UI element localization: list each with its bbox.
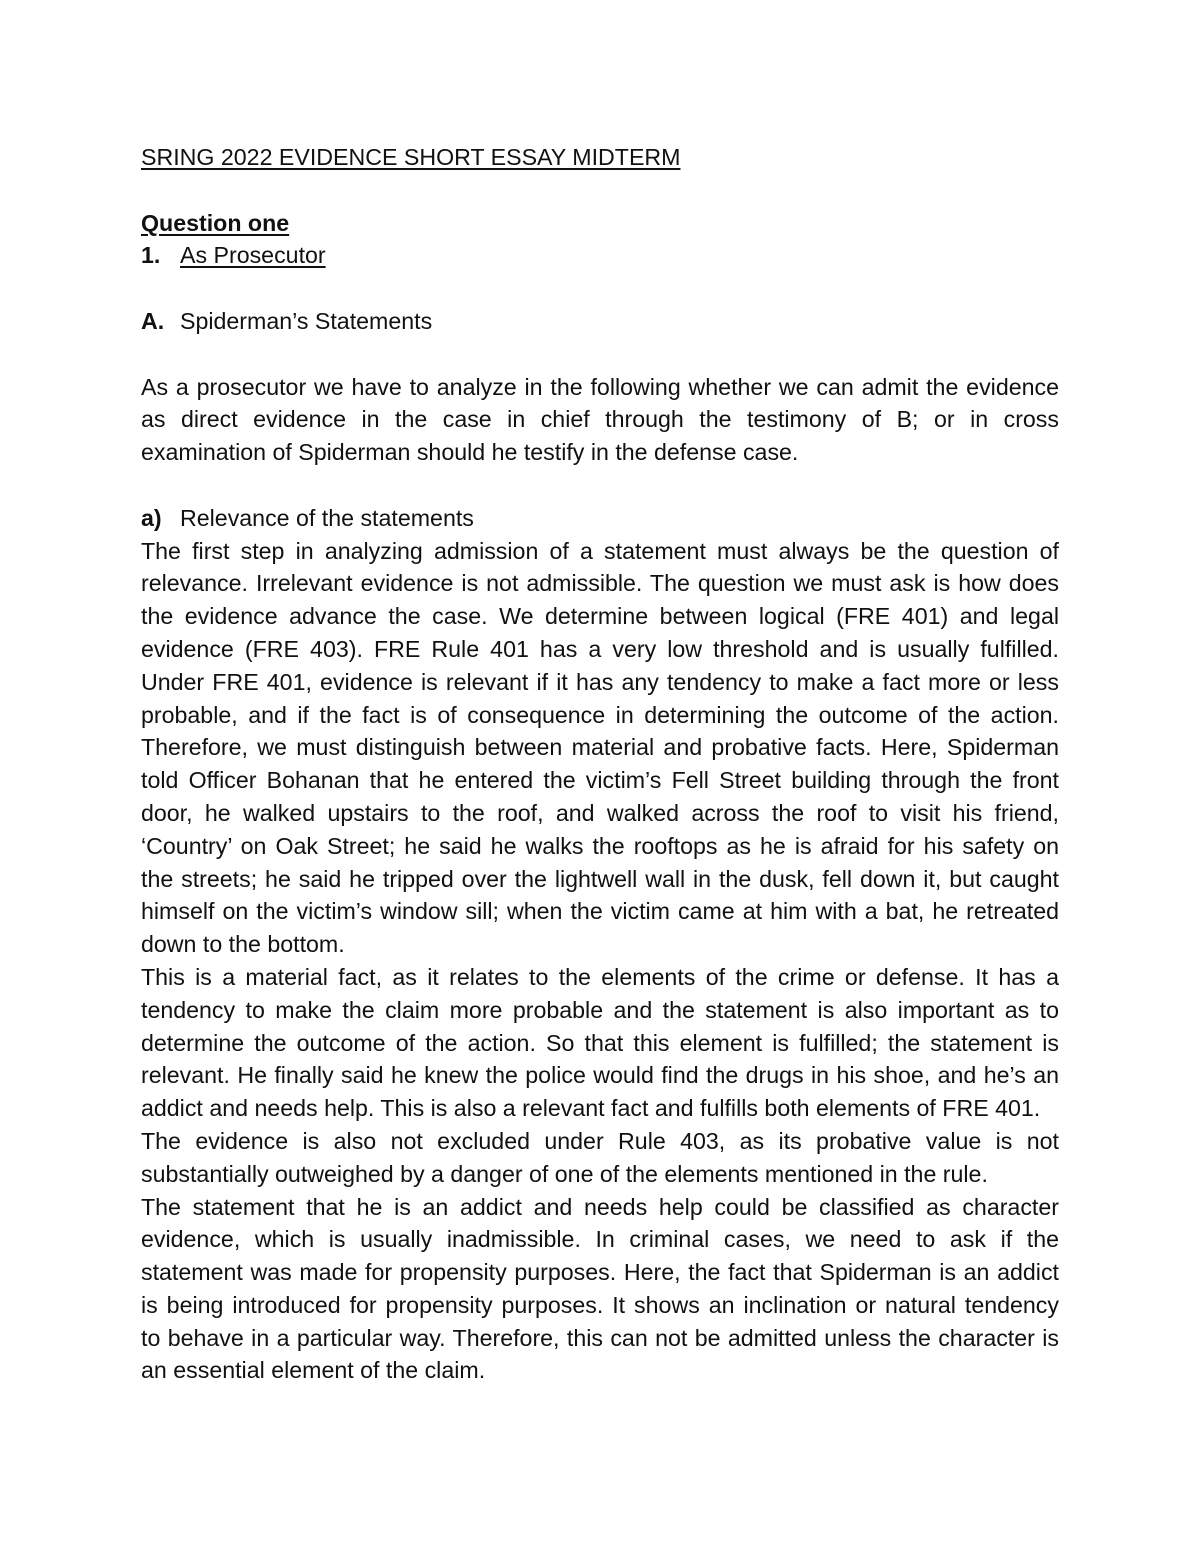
body-line: The evidence is also not excluded under Rule 403, as its probative value is not [141, 1127, 1059, 1154]
body-line: an essential element of the claim. [141, 1357, 486, 1384]
section-a-marker: A. [141, 307, 165, 334]
body-line: The first step in analyzing admission of a statement must always be the question of [141, 537, 1059, 564]
subsection-a-marker: a) [141, 504, 162, 531]
document-title: SRING 2022 EVIDENCE SHORT ESSAY MIDTERM [141, 144, 681, 170]
section-1-number: 1. [141, 242, 161, 269]
question-heading: Question one [141, 209, 290, 236]
body-line: door, he walked upstairs to the roof, and walked across the roof to visit his friend, [141, 799, 1059, 826]
body-line: evidence, which is usually inadmissible. In criminal cases, we need to ask if the [141, 1226, 1059, 1253]
intro-line: as direct evidence in the case in chief through the testimony of B; or in cross [141, 406, 1059, 433]
body-line: is being introduced for propensity purposes. It shows an inclination or natural tendency [141, 1291, 1059, 1318]
body-line: ‘Country’ on Oak Street; he said he walks the rooftops as he is afraid for his safety on [141, 832, 1059, 859]
body-line: The statement that he is an addict and needs help could be classified as character [141, 1193, 1059, 1220]
body-line: tendency to make the claim more probable and the statement is also important as to [141, 996, 1059, 1023]
body-line: the evidence advance the case. We determine between logical (FRE 401) and legal [141, 603, 1059, 630]
body-line: statement was made for propensity purposes. Here, the fact that Spiderman is an addict [141, 1259, 1059, 1286]
body-line: relevant. He finally said he knew the police would find the drugs in his shoe, and he’s an [141, 1062, 1059, 1089]
body-line: the streets; he said he tripped over the lightwell wall in the dusk, fell down it, but caught [141, 865, 1059, 892]
body-line: substantially outweighed by a danger of one of the elements mentioned in the rule. [141, 1160, 988, 1187]
body-line: addict and needs help. This is also a relevant fact and fulfills both elements of FRE 401. [141, 1095, 1041, 1122]
body-line: This is a material fact, as it relates to the elements of the crime or defense. It has a [141, 963, 1059, 990]
section-1-heading [141, 239, 1059, 272]
body-line: relevance. Irrelevant evidence is not admissible. The question we must ask is how does [141, 570, 1059, 597]
body-line: to behave in a particular way. Therefore, this can not be admitted unless the character is [141, 1324, 1059, 1351]
section-a-label: Spiderman’s Statements [180, 307, 433, 334]
subsection-a-label: Relevance of the statements [180, 504, 474, 531]
body-line: down to the bottom. [141, 931, 345, 958]
body-line: probable, and if the fact is of consequence in determining the outcome of the action. [141, 701, 1059, 728]
body-line: evidence (FRE 403). FRE Rule 401 has a very low threshold and is usually fulfilled. [141, 635, 1059, 662]
body-line: told Officer Bohanan that he entered the victim’s Fell Street building through the front [141, 767, 1059, 794]
subsection-a-heading [141, 502, 1059, 535]
section-a-heading [141, 305, 1059, 338]
body-line: Under FRE 401, evidence is relevant if it has any tendency to make a fact more or less [141, 668, 1059, 695]
body-line: determine the outcome of the action. So that this element is fulfilled; the statement is [141, 1029, 1059, 1056]
body-line: Therefore, we must distinguish between material and probative facts. Here, Spiderman [141, 734, 1059, 761]
intro-line: As a prosecutor we have to analyze in the following whether we can admit the evidence [141, 373, 1059, 400]
document-body [141, 141, 1059, 1387]
body-line: himself on the victim’s window sill; when the victim came at him with a bat, he retreated [141, 898, 1059, 925]
section-1-label: As Prosecutor [180, 242, 326, 269]
intro-line: examination of Spiderman should he testify in the defense case. [141, 439, 799, 466]
